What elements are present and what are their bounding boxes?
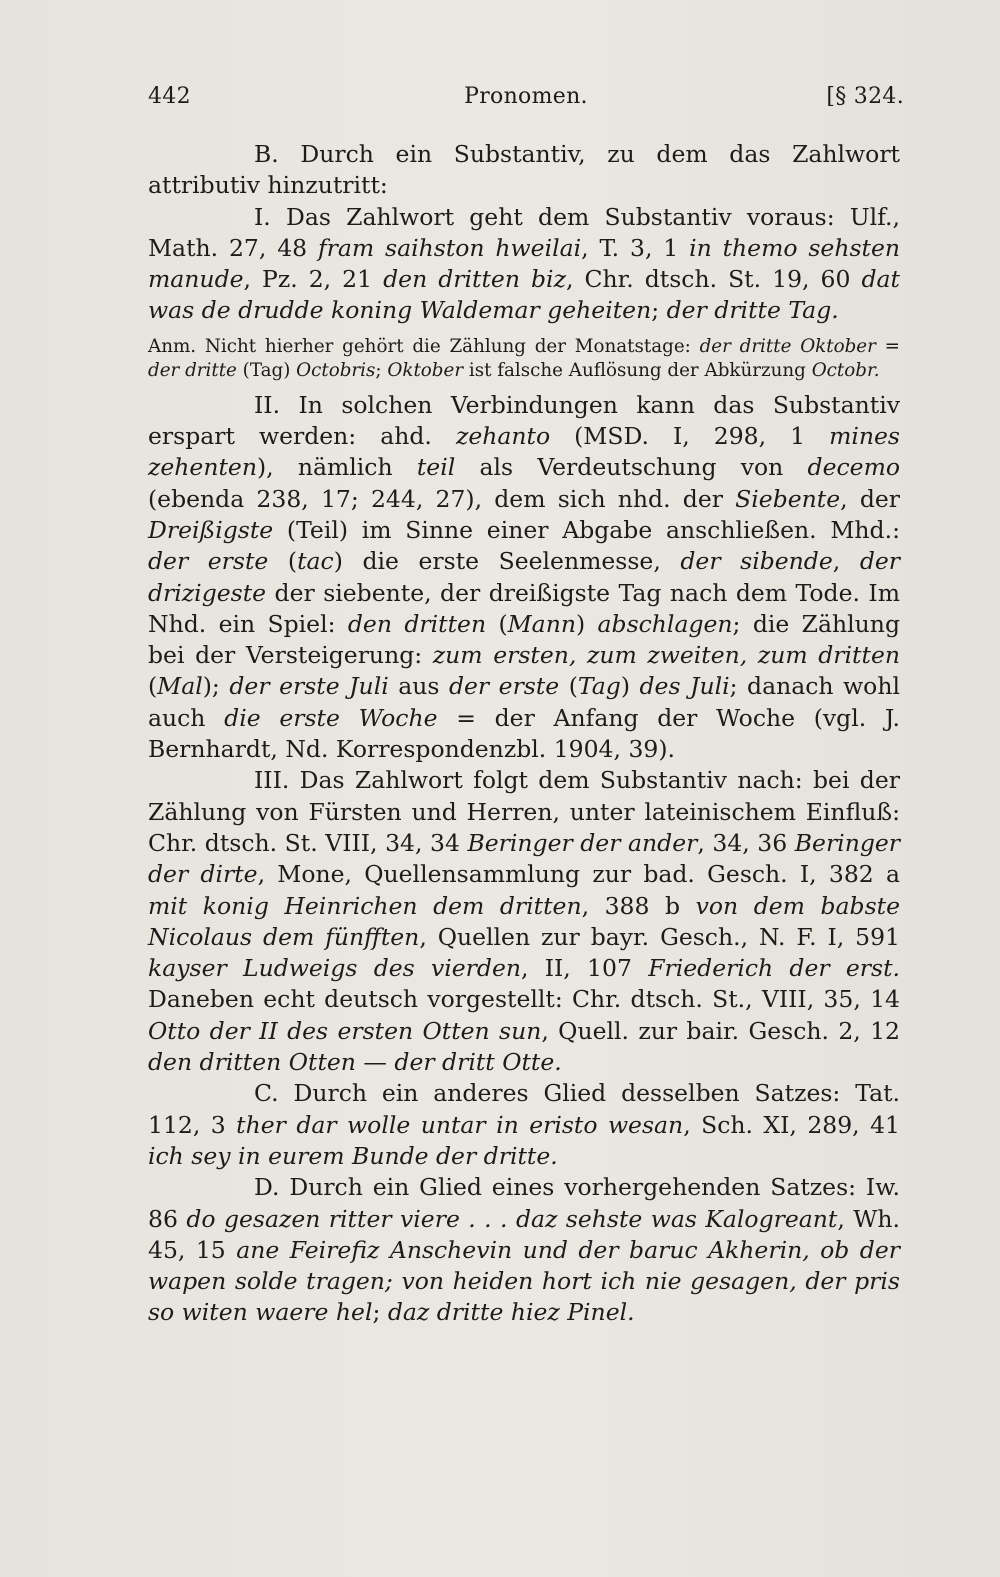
- italic-run: ich sey in eurem Bunde der dritte.: [148, 1141, 558, 1170]
- italic-run: der erste: [148, 547, 269, 576]
- italic-run: ther dar wolle untar in eristo wesan: [236, 1110, 684, 1139]
- italic-run: mines zehenten: [148, 422, 900, 482]
- italic-run: den dritten Otten: [148, 1048, 356, 1077]
- paragraph-b: [148, 139, 900, 202]
- italic-run: dat was de drudde koning Waldemar geheiten: [148, 265, 900, 325]
- italic-run: des Juli: [639, 672, 730, 701]
- text-run: (ebenda 238, 17; 244, 27), dem sich nhd. der: [148, 484, 736, 513]
- text-run: Anm. Nicht hierher gehört die Zählung der Monatstage:: [148, 335, 700, 357]
- text-run: , Sch. XI, 289, 41: [683, 1110, 900, 1139]
- italic-run: decemo: [807, 453, 900, 482]
- page-number: 442: [148, 84, 191, 109]
- text-run: );: [202, 672, 230, 701]
- text-run: D. Durch ein Glied eines vorhergehenden Satzes: Iw. 86: [148, 1173, 900, 1233]
- text-run: , 388 b: [581, 891, 696, 920]
- italic-run: kayser Ludweigs des vierden: [148, 954, 521, 983]
- text-run: (: [486, 609, 508, 638]
- italic-run: Beringer der dirte: [148, 828, 901, 889]
- text-run: (: [559, 672, 578, 701]
- paragraph-b-i: [148, 202, 900, 327]
- italic-run: den dritten: [347, 609, 487, 638]
- paragraph-b-iii: [148, 765, 900, 1078]
- note-anm: [148, 335, 900, 384]
- italic-run: abschlagen: [597, 609, 733, 638]
- italic-run: Octobris: [296, 360, 376, 382]
- italic-run: fram saihston hweilai: [317, 233, 582, 262]
- italic-run: Otto der II des ersten Otten sun: [148, 1016, 542, 1045]
- text-run: als Verdeutschung von: [455, 453, 808, 482]
- running-header: [148, 84, 904, 118]
- italic-run: do gesazen ritter viere . . . daz sehste was Kalogreant: [186, 1204, 838, 1233]
- text-run: ; danach wohl auch: [148, 672, 900, 732]
- paragraph-c: [148, 1078, 900, 1172]
- text-run: (Tag): [236, 360, 297, 382]
- text-run: (Teil) im Sinne einer Abgabe anschließen. Mhd.:: [273, 515, 900, 544]
- italic-run: ane Feirefiz Anschevin und der baruc Akherin, ob der wapen solde tragen; von heiden hort ich nie gesagen, der pris so witen waere hel: [148, 1235, 900, 1327]
- paragraph-b-ii: [148, 390, 900, 766]
- text-run: , Mone, Quellensammlung zur bad. Gesch. I, 382 a: [257, 860, 900, 889]
- text-run: , Pz. 2, 21: [243, 265, 384, 294]
- italic-run: der dritte: [148, 360, 237, 382]
- italic-run: von dem babste Nicolaus dem fünfften: [148, 891, 900, 951]
- text-run: , II, 107: [521, 954, 649, 983]
- italic-run: der dritt Otte.: [394, 1048, 562, 1077]
- text-run: ; die Zählung bei der Versteigerung:: [148, 609, 900, 670]
- text-run: aus: [388, 672, 449, 701]
- text-run: I. Das Zahlwort geht dem Substantiv voraus: Ulf., Math. 27, 48: [148, 202, 900, 262]
- text-run: (: [148, 672, 158, 701]
- text-run: , Chr. dtsch. St. 19, 60: [565, 265, 862, 294]
- text-run: =: [875, 335, 900, 357]
- italic-run: der dritte Tag.: [666, 296, 839, 325]
- text-run: , 34, 36: [697, 828, 795, 857]
- text-run: B. Durch ein Substantiv, zu dem das Zahlwort attributiv hinzutritt:: [148, 140, 900, 200]
- italic-run: Siebente: [735, 484, 841, 513]
- italic-run: in themo sehsten manude: [148, 233, 901, 294]
- text-run: ;: [651, 296, 667, 325]
- text-run: = der Anfang der Woche (vgl. J. Bernhardt, Nd. Korrespondenzbl. 1904, 39).: [148, 703, 900, 764]
- text-run: ): [575, 609, 598, 638]
- italic-run: zum ersten, zum zweiten, zum dritten: [432, 641, 900, 670]
- text-run: (MSD. I, 298, 1: [550, 422, 830, 451]
- italic-run: der dritte Oktober: [699, 335, 876, 357]
- italic-run: die erste Woche: [224, 703, 438, 732]
- text-run: , T. 3, 1: [581, 233, 690, 262]
- text-run: ), nämlich: [256, 453, 417, 482]
- italic-run: daz dritte hiez Pinel.: [387, 1298, 635, 1327]
- text-run: , der: [840, 484, 901, 513]
- text-run: , Wh. 45, 15: [148, 1204, 901, 1264]
- running-title: Pronomen.: [464, 84, 588, 109]
- italic-run: der erste: [448, 672, 560, 701]
- text-run: ;: [372, 1298, 388, 1327]
- body-text: [148, 139, 900, 1329]
- paragraph-d: [148, 1172, 900, 1328]
- italic-run: Mal: [157, 672, 203, 701]
- italic-run: Beringer der ander: [467, 828, 698, 857]
- italic-run: Friederich der erst.: [648, 954, 900, 983]
- text-run: II. In solchen Verbindungen kann das Substantiv erspart werden: ahd.: [148, 390, 900, 451]
- italic-run: tac: [297, 547, 334, 576]
- text-run: ) die erste Seelenmesse,: [333, 547, 681, 576]
- italic-run: teil: [416, 453, 456, 482]
- text-run: III. Das Zahlwort folgt dem Substantiv nach: bei der Zählung von Fürsten und Herren, unter lateinischem Einfluß: Chr. dtsch. St. VIII, 34, 34: [148, 766, 900, 857]
- text-run: (: [268, 547, 298, 576]
- italic-run: der sibende: [680, 547, 833, 576]
- text-run: der siebente, der dreißigste Tag nach dem Tode. Im Nhd. ein Spiel:: [148, 578, 900, 638]
- italic-run: der drizigeste: [148, 547, 900, 607]
- text-run: Daneben echt deutsch vorgestellt: Chr. dtsch. St., VIII, 35, 14: [148, 985, 900, 1014]
- text-run: , Quellen zur bayr. Gesch., N. F. I, 591: [419, 922, 901, 951]
- italic-run: Mann: [507, 609, 576, 638]
- text-run: ist falsche Auflösung der Abkürzung: [463, 360, 812, 382]
- text-run: , Quell. zur bair. Gesch. 2, 12: [541, 1016, 900, 1045]
- text-run: ;: [375, 360, 388, 382]
- text-run: ): [620, 672, 640, 701]
- italic-run: Dreißigste: [148, 515, 274, 544]
- italic-run: Tag: [577, 672, 621, 701]
- text-run: C. Durch ein anderes Glied desselben Satzes: Tat. 112, 3: [148, 1079, 900, 1139]
- italic-run: Oktober: [387, 360, 464, 382]
- text-run: ,: [832, 547, 860, 576]
- italic-run: der erste Juli: [229, 672, 389, 701]
- italic-run: mit konig Heinrichen dem dritten: [148, 891, 582, 920]
- italic-run: Octobr.: [811, 360, 880, 382]
- section-number: [§ 324.: [826, 84, 904, 109]
- italic-run: zehanto: [455, 422, 551, 451]
- italic-run: den dritten biz: [383, 265, 566, 294]
- text-run: —: [355, 1048, 395, 1077]
